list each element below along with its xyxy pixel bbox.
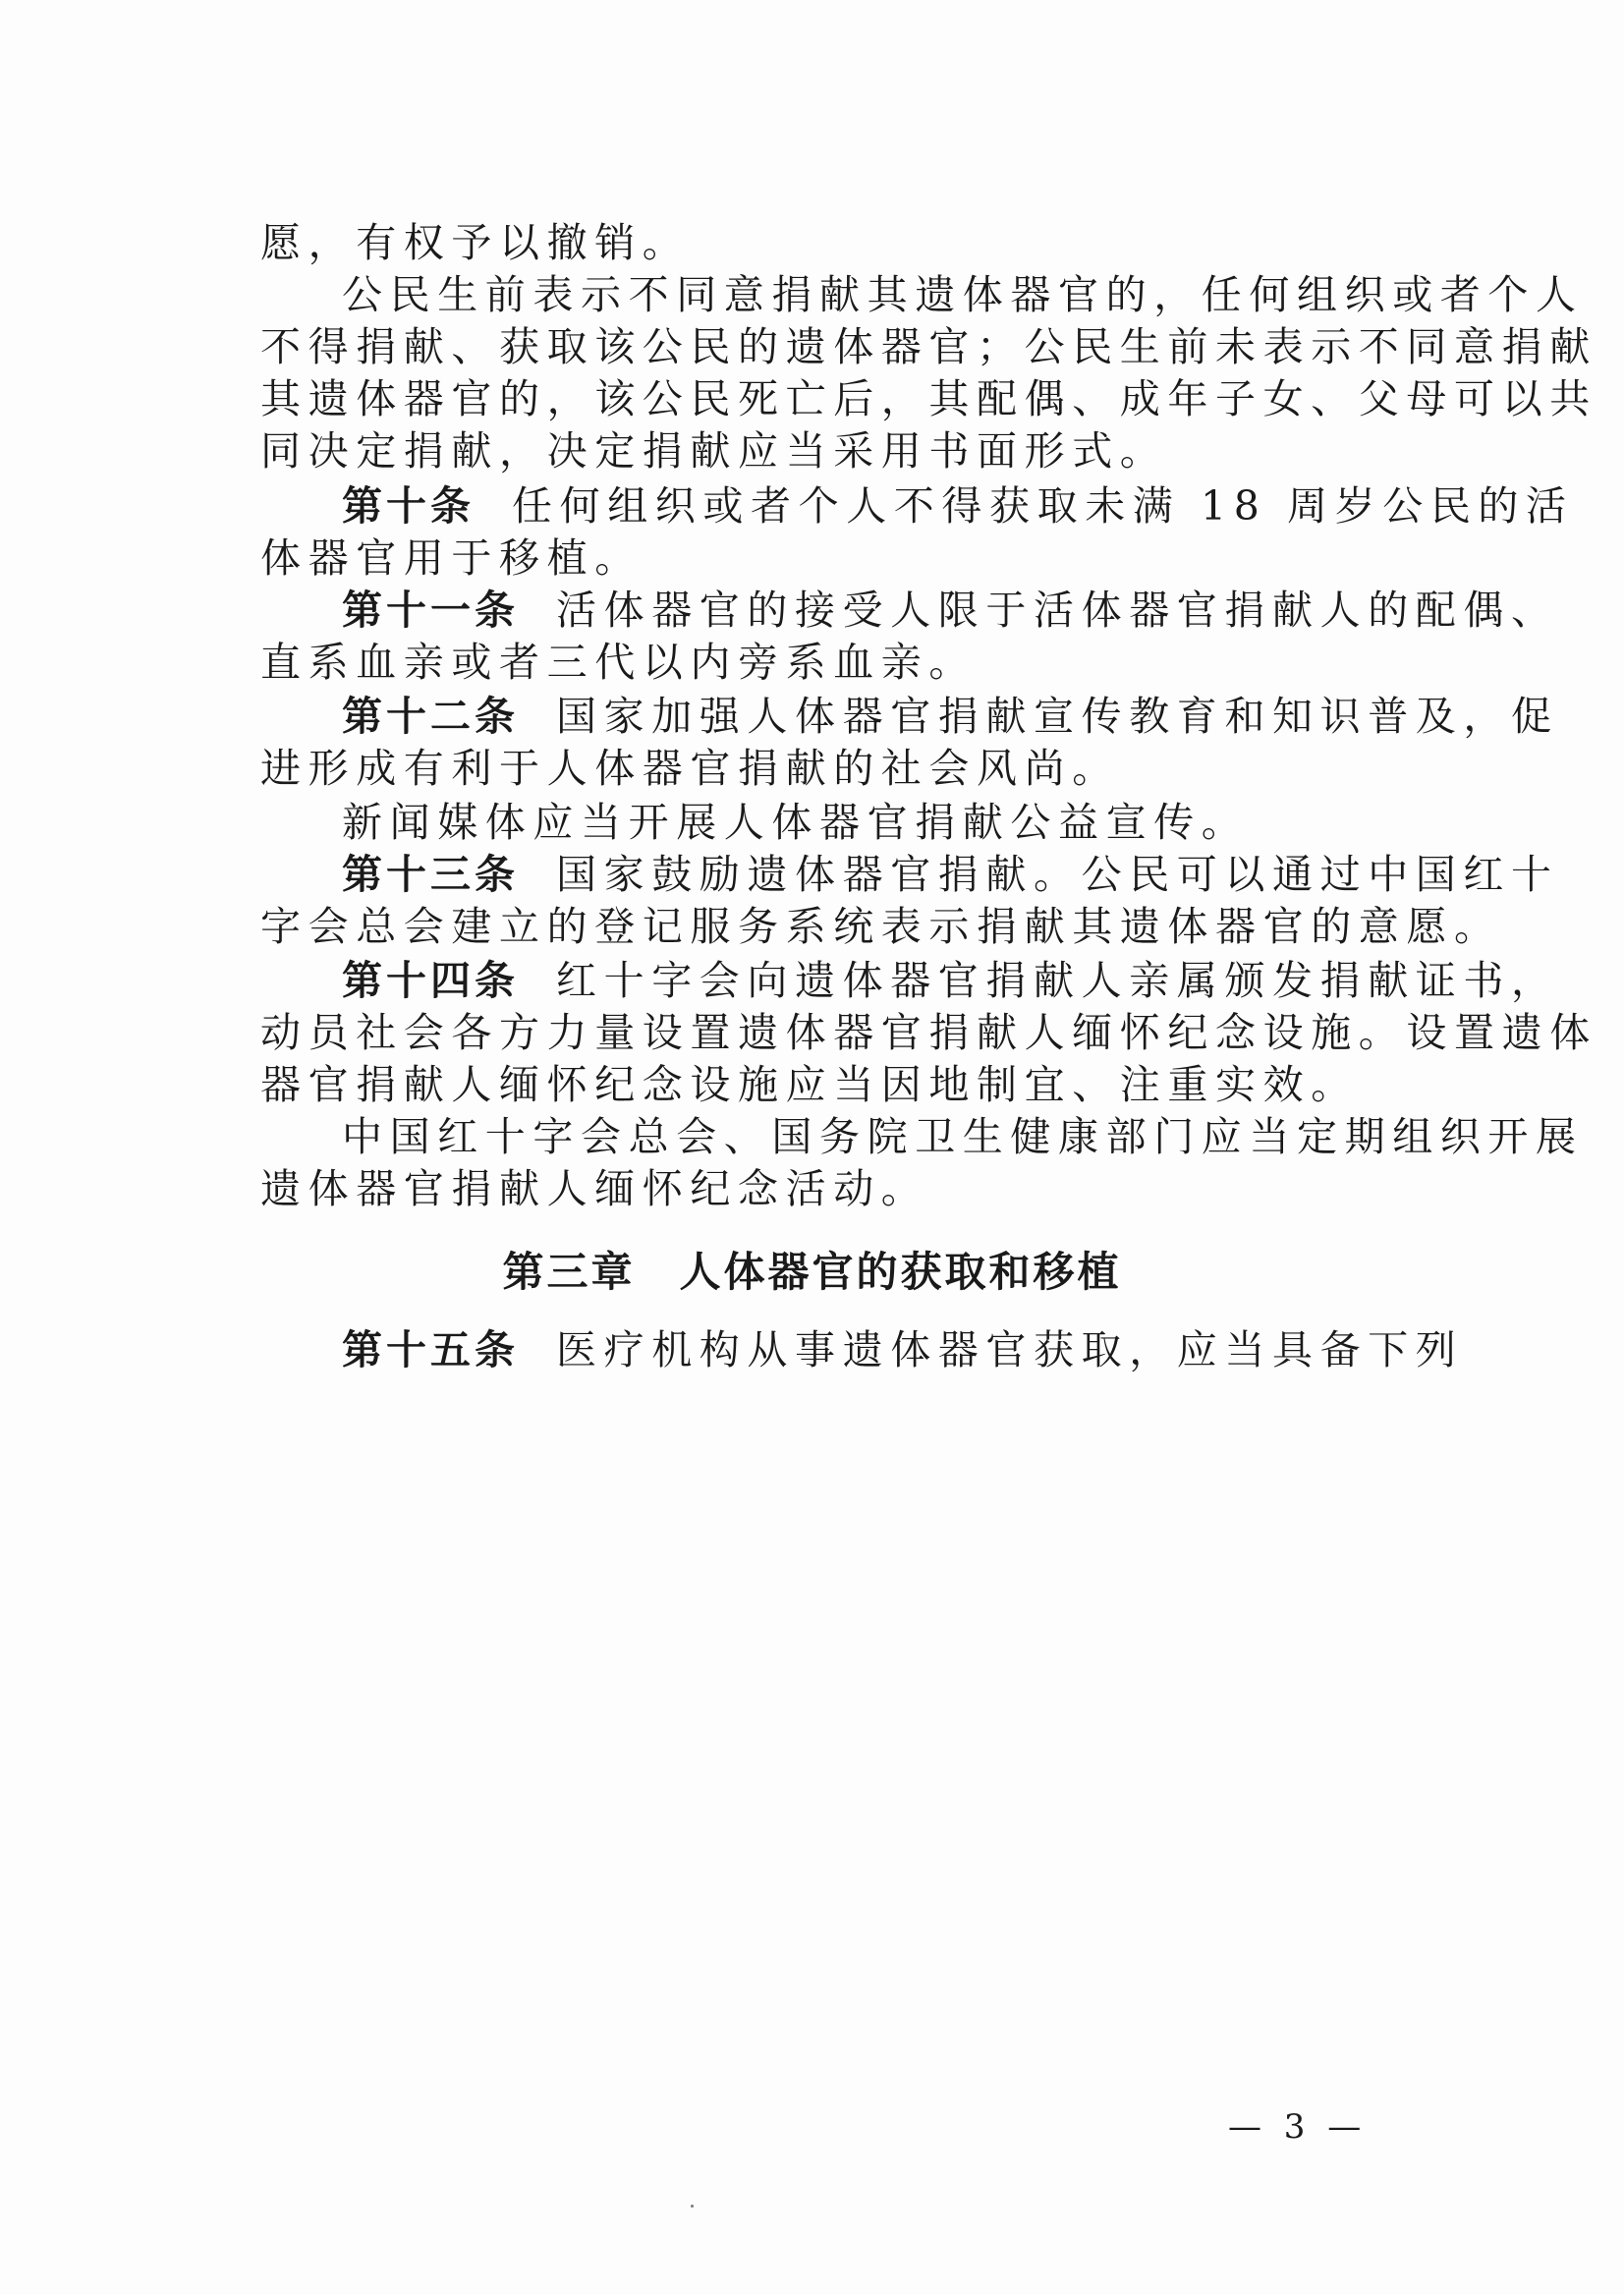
article-heading: 第十三条 — [342, 851, 519, 898]
line-text: 器官捐献人缅怀纪念设施应当因地制宜、注重实效。 — [260, 1061, 1359, 1108]
text-line-2 — [342, 271, 1584, 318]
text-line-4 — [260, 375, 1597, 422]
line-text: 字会总会建立的登记服务系统表示捐献其遗体器官的意愿。 — [260, 903, 1502, 950]
text-line-14 — [260, 903, 1502, 950]
text-line-7 — [260, 534, 1420, 582]
article-14-line — [342, 957, 1559, 1004]
line-text: 国家加强人体器官捐献宣传教育和知识普及，促 — [556, 693, 1559, 740]
article-heading: 第十二条 — [342, 693, 519, 740]
line-text: 体器官用于移植。 — [260, 534, 643, 582]
scan-speck — [691, 2205, 694, 2208]
text-line-11 — [260, 745, 1420, 792]
line-text: 新闻媒体应当开展人体器官捐献公益宣传。 — [342, 799, 1250, 846]
line-text: 中国红十字会总会、国务院卫生健康部门应当定期组织开展 — [342, 1113, 1584, 1160]
line-text: 医疗机构从事遗体器官获取，应当具备下列 — [556, 1326, 1464, 1373]
text-line-12 — [342, 799, 1420, 846]
line-text: 愿，有权予以撤销。 — [260, 219, 691, 266]
article-11-line — [342, 587, 1559, 634]
chapter-title: 第三章 人体器官的获取和移植 — [502, 1248, 1122, 1296]
line-text: 不得捐献、获取该公民的遗体器官；公民生前未表示不同意捐献 — [260, 323, 1597, 370]
line-text: 活体器官的接受人限于活体器官捐献人的配偶、 — [556, 587, 1559, 634]
text-line-18 — [342, 1113, 1584, 1160]
line-text: 任何组织或者个人不得获取未满 18 周岁公民的活 — [512, 482, 1574, 530]
line-text: 红十字会向遗体器官捐献人亲属颁发捐献证书， — [556, 957, 1559, 1004]
line-text: 公民生前表示不同意捐献其遗体器官的，任何组织或者个人 — [342, 271, 1584, 318]
article-15-line — [342, 1326, 1464, 1373]
text-line-17 — [260, 1061, 1420, 1108]
article-heading: 第十条 — [342, 482, 475, 530]
article-12-line — [342, 693, 1559, 740]
text-line-1 — [260, 219, 1420, 266]
article-10-line — [342, 482, 1574, 530]
page-number: — 3 — — [1228, 2107, 1368, 2147]
text-line-5 — [260, 427, 1420, 475]
line-text: 遗体器官捐献人缅怀纪念活动。 — [260, 1165, 929, 1212]
article-13-line — [342, 851, 1559, 898]
article-heading: 第十四条 — [342, 957, 519, 1004]
text-line-3 — [260, 323, 1597, 370]
article-heading: 第十一条 — [342, 587, 519, 634]
text-line-19 — [260, 1165, 1420, 1212]
line-text: 动员社会各方力量设置遗体器官捐献人缅怀纪念设施。设置遗体 — [260, 1009, 1597, 1056]
line-text: 直系血亲或者三代以内旁系血亲。 — [260, 639, 977, 686]
article-heading: 第十五条 — [342, 1326, 519, 1373]
line-text: 进形成有利于人体器官捐献的社会风尚。 — [260, 745, 1120, 792]
line-text: 其遗体器官的，该公民死亡后，其配偶、成年子女、父母可以共 — [260, 375, 1597, 422]
line-text: 国家鼓励遗体器官捐献。公民可以通过中国红十 — [556, 851, 1559, 898]
text-line-16 — [260, 1009, 1597, 1056]
text-line-9 — [260, 639, 1420, 686]
line-text: 同决定捐献，决定捐献应当采用书面形式。 — [260, 427, 1168, 475]
